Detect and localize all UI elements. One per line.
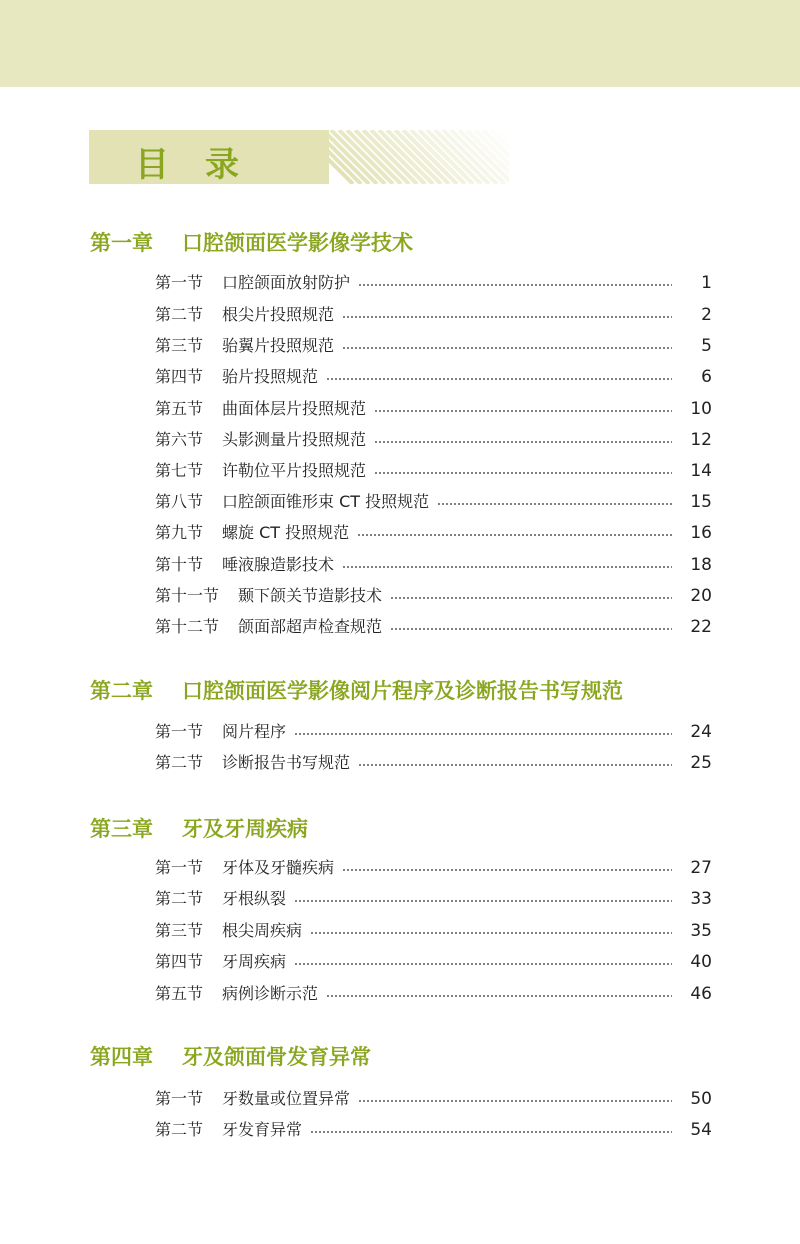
page-number: 20 bbox=[690, 586, 712, 606]
toc-entry[interactable] bbox=[155, 949, 712, 975]
toc-entry[interactable] bbox=[155, 396, 712, 422]
section-number: 第十二节 bbox=[155, 617, 220, 636]
section-number: 第八节 bbox=[155, 492, 204, 511]
section-title: 根尖周疾病 bbox=[222, 921, 303, 940]
page-number: 14 bbox=[690, 461, 712, 481]
toc-entry[interactable] bbox=[155, 750, 712, 776]
section-title: 唾液腺造影技术 bbox=[222, 555, 335, 574]
dot-leader bbox=[437, 503, 672, 505]
dot-leader bbox=[294, 900, 672, 902]
section-number: 第九节 bbox=[155, 523, 204, 542]
toc-entry[interactable] bbox=[155, 333, 712, 359]
chapter-number: 第三章 bbox=[90, 817, 153, 841]
page-number: 6 bbox=[701, 367, 712, 387]
toc-entry[interactable] bbox=[155, 302, 712, 328]
section-title: 口腔颌面放射防护 bbox=[222, 273, 351, 292]
chapter-number: 第二章 bbox=[90, 679, 153, 703]
dot-leader bbox=[358, 1100, 672, 1102]
chapter-number: 第一章 bbox=[90, 231, 153, 255]
toc-entry[interactable] bbox=[155, 270, 712, 296]
dot-leader bbox=[390, 628, 672, 630]
page-number: 25 bbox=[690, 753, 712, 773]
section-number: 第十一节 bbox=[155, 586, 220, 605]
toc-entry[interactable] bbox=[155, 719, 712, 745]
chapter-heading[interactable] bbox=[90, 1042, 371, 1072]
page-number: 46 bbox=[690, 984, 712, 1004]
section-number: 第七节 bbox=[155, 461, 204, 480]
section-title: 诊断报告书写规范 bbox=[222, 753, 351, 772]
section-number: 第五节 bbox=[155, 399, 204, 418]
section-number: 第一节 bbox=[155, 1089, 204, 1108]
toc-entry[interactable] bbox=[155, 489, 712, 515]
page-number: 40 bbox=[690, 952, 712, 972]
toc-entry[interactable] bbox=[155, 918, 712, 944]
section-number: 第十节 bbox=[155, 555, 204, 574]
section-title: 颌面部超声检查规范 bbox=[238, 617, 383, 636]
chapter-title: 口腔颌面医学影像阅片程序及诊断报告书写规范 bbox=[182, 679, 623, 703]
section-number: 第五节 bbox=[155, 984, 204, 1003]
toc-entry[interactable] bbox=[155, 520, 712, 546]
toc-entry[interactable] bbox=[155, 552, 712, 578]
toc-entry[interactable] bbox=[155, 1117, 712, 1143]
toc-entry[interactable] bbox=[155, 981, 712, 1007]
page-number: 16 bbox=[690, 523, 712, 543]
chapter-title: 牙及颌面骨发育异常 bbox=[182, 1045, 371, 1069]
page-number: 18 bbox=[690, 555, 712, 575]
dot-leader bbox=[310, 932, 672, 934]
page-number: 33 bbox=[690, 889, 712, 909]
page-number: 2 bbox=[701, 305, 712, 325]
chapter-heading[interactable] bbox=[90, 814, 308, 844]
section-number: 第六节 bbox=[155, 430, 204, 449]
page-number: 35 bbox=[690, 921, 712, 941]
page-number: 1 bbox=[701, 273, 712, 293]
toc-entry[interactable] bbox=[155, 427, 712, 453]
dot-leader bbox=[342, 869, 672, 871]
dot-leader bbox=[374, 472, 672, 474]
section-title: 牙数量或位置异常 bbox=[222, 1089, 351, 1108]
dot-leader bbox=[342, 347, 672, 349]
chapter-title: 口腔颌面医学影像学技术 bbox=[182, 231, 413, 255]
section-title: 骀片投照规范 bbox=[222, 367, 319, 386]
page-number: 54 bbox=[690, 1120, 712, 1140]
section-title: 骀翼片投照规范 bbox=[222, 336, 335, 355]
section-title: 病例诊断示范 bbox=[222, 984, 319, 1003]
chapter-heading[interactable] bbox=[90, 676, 623, 706]
section-number: 第三节 bbox=[155, 921, 204, 940]
section-number: 第一节 bbox=[155, 722, 204, 741]
section-title: 螺旋 CT 投照规范 bbox=[222, 523, 350, 542]
dot-leader bbox=[342, 566, 672, 568]
section-title: 牙体及牙髓疾病 bbox=[222, 858, 335, 877]
section-number: 第四节 bbox=[155, 952, 204, 971]
toc-title: 目录 bbox=[135, 145, 275, 185]
section-number: 第二节 bbox=[155, 753, 204, 772]
section-number: 第二节 bbox=[155, 305, 204, 324]
page-number: 5 bbox=[701, 336, 712, 356]
page-number: 22 bbox=[690, 617, 712, 637]
dot-leader bbox=[357, 534, 672, 536]
page-number: 15 bbox=[690, 492, 712, 512]
toc-entry[interactable] bbox=[155, 364, 712, 390]
page-number: 24 bbox=[690, 722, 712, 742]
section-title: 牙发育异常 bbox=[222, 1120, 303, 1139]
dot-leader bbox=[342, 316, 672, 318]
section-number: 第三节 bbox=[155, 336, 204, 355]
dot-leader bbox=[374, 410, 672, 412]
section-title: 牙周疾病 bbox=[222, 952, 287, 971]
section-title: 许勒位平片投照规范 bbox=[222, 461, 367, 480]
dot-leader bbox=[358, 764, 672, 766]
dot-leader bbox=[390, 597, 672, 599]
dot-leader bbox=[326, 378, 672, 380]
section-number: 第二节 bbox=[155, 889, 204, 908]
section-title: 牙根纵裂 bbox=[222, 889, 287, 908]
page-number: 10 bbox=[690, 399, 712, 419]
section-title: 曲面体层片投照规范 bbox=[222, 399, 367, 418]
section-number: 第二节 bbox=[155, 1120, 204, 1139]
section-title: 根尖片投照规范 bbox=[222, 305, 335, 324]
toc-entry[interactable] bbox=[155, 886, 712, 912]
section-title: 阅片程序 bbox=[222, 722, 287, 741]
toc-entry[interactable] bbox=[155, 855, 712, 881]
page-number: 27 bbox=[690, 858, 712, 878]
dot-leader bbox=[374, 441, 672, 443]
chapter-number: 第四章 bbox=[90, 1045, 153, 1069]
section-title: 头影测量片投照规范 bbox=[222, 430, 367, 449]
section-number: 第一节 bbox=[155, 858, 204, 877]
toc-entry[interactable] bbox=[155, 1086, 712, 1112]
section-title: 颞下颌关节造影技术 bbox=[238, 586, 383, 605]
section-title: 口腔颌面锥形束 CT 投照规范 bbox=[222, 492, 430, 511]
dot-leader bbox=[326, 995, 672, 997]
toc-entry[interactable] bbox=[155, 583, 712, 609]
chapter-heading[interactable] bbox=[90, 228, 413, 258]
section-number: 第一节 bbox=[155, 273, 204, 292]
page-number: 12 bbox=[690, 430, 712, 450]
dot-leader bbox=[358, 284, 672, 286]
section-number: 第四节 bbox=[155, 367, 204, 386]
toc-entry[interactable] bbox=[155, 458, 712, 484]
dot-leader bbox=[294, 733, 672, 735]
dot-leader bbox=[310, 1131, 672, 1133]
dot-leader bbox=[294, 963, 672, 965]
toc-entry[interactable] bbox=[155, 614, 712, 640]
chapter-title: 牙及牙周疾病 bbox=[182, 817, 308, 841]
page-number: 50 bbox=[690, 1089, 712, 1109]
